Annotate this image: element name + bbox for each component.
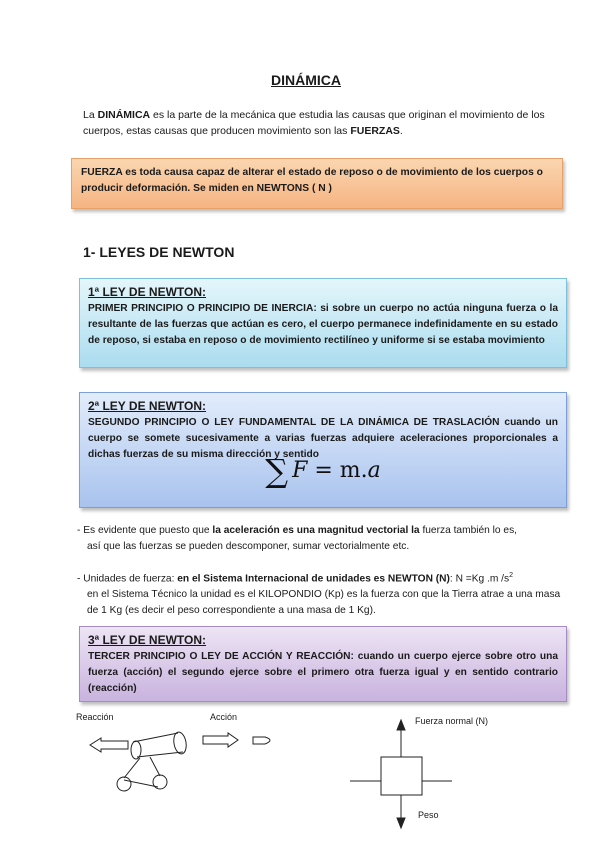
weight-arrow-icon [397, 818, 405, 828]
cannon-breech [131, 741, 141, 759]
sum-symbol: ∑ [265, 452, 289, 490]
projectile [253, 737, 270, 744]
acceleration-vector: a [367, 458, 381, 483]
cannon-illustration [90, 731, 270, 791]
fuerza-definition-box: FUERZA es toda causa capaz de alterar el estado de reposo o de movimiento de los cuerpos o producir deformación. Se miden en NEWTONS ( N ) [71, 158, 563, 209]
reaction-arrow-icon [90, 738, 128, 752]
intro-paragraph: La DINÁMICA es la parte de la mecánica que estudia las causas que originan el movimiento de los cuerpos, estas causas que producen movimiento son las FUERZAS. [83, 109, 545, 137]
cannon-wheel-right [153, 775, 167, 789]
law1-title: 1ª LEY DE NEWTON: [88, 285, 207, 299]
page-title: DINÁMICA [271, 72, 341, 88]
cannon-carriage [124, 757, 160, 787]
law1-text: PRIMER PRINCIPIO O PRINCIPIO DE INERCIA: si sobre un cuerpo no actúa ninguna fuerza o la resultante de las fuerzas que actúan es cero, el cuerpo permanece indefinidamente en su estado de reposo, si estaba en reposo o de movimiento rectilíneo y uniforme si se estaba movimiento [88, 303, 558, 346]
cannon-wheel-left [117, 777, 131, 791]
bullet-vector-note: - Es evidente que puesto que la aceleración es una magnitud vectorial la fuerza también lo es, así que las fuerzas se pueden descomponer, sumar vectorialmente etc. [77, 525, 518, 552]
block-force-diagram [350, 720, 452, 828]
block [381, 757, 422, 795]
action-label: Acción [210, 712, 238, 722]
action-arrow-icon [203, 733, 238, 747]
section-title-leyes-newton: 1- LEYES DE NEWTON [83, 244, 235, 260]
force-vector: F [292, 458, 308, 483]
reaction-label: Reacción [76, 712, 114, 722]
bullet-force-units: - Unidades de fuerza: en el Sistema Internacional de unidades es NEWTON (N): N =Kg .m $/s^2$ en el Sistema Técnico la unidad es el KILOPONDIO (Kp) es la fuerza con que la Tierra atrae a una masa de 1 Kg (es decir el peso correspondiente a una masa de 1 Kg). [77, 572, 561, 617]
cannon-muzzle [172, 731, 188, 755]
law2-text: SEGUNDO PRINCIPIO O LEY FUNDAMENTAL DE LA DINÁMICA DE TRASLACIÓN cuando un cuerpo se somete sucesivamente a varias fuerzas adquiere aceleraciones proporcionales a dichas fuerzas de su misma dirección y sentido [88, 417, 558, 460]
law3-text: TERCER PRINCIPIO O LEY DE ACCIÓN Y REACCIÓN: cuando un cuerpo ejerce sobre otro una fuerza (acción) el segundo ejerce sobre el primero otra fuerza igual y en sentido contrario (reacción) [88, 651, 558, 694]
law3-title: 3ª LEY DE NEWTON: [88, 633, 207, 647]
formula-equals: = m. [307, 458, 368, 483]
normal-force-arrow-icon [397, 720, 405, 730]
normal-force-label: Fuerza normal (N) [415, 716, 489, 726]
law2-title: 2ª LEY DE NEWTON: [88, 399, 207, 413]
weight-label: Peso [418, 810, 439, 820]
